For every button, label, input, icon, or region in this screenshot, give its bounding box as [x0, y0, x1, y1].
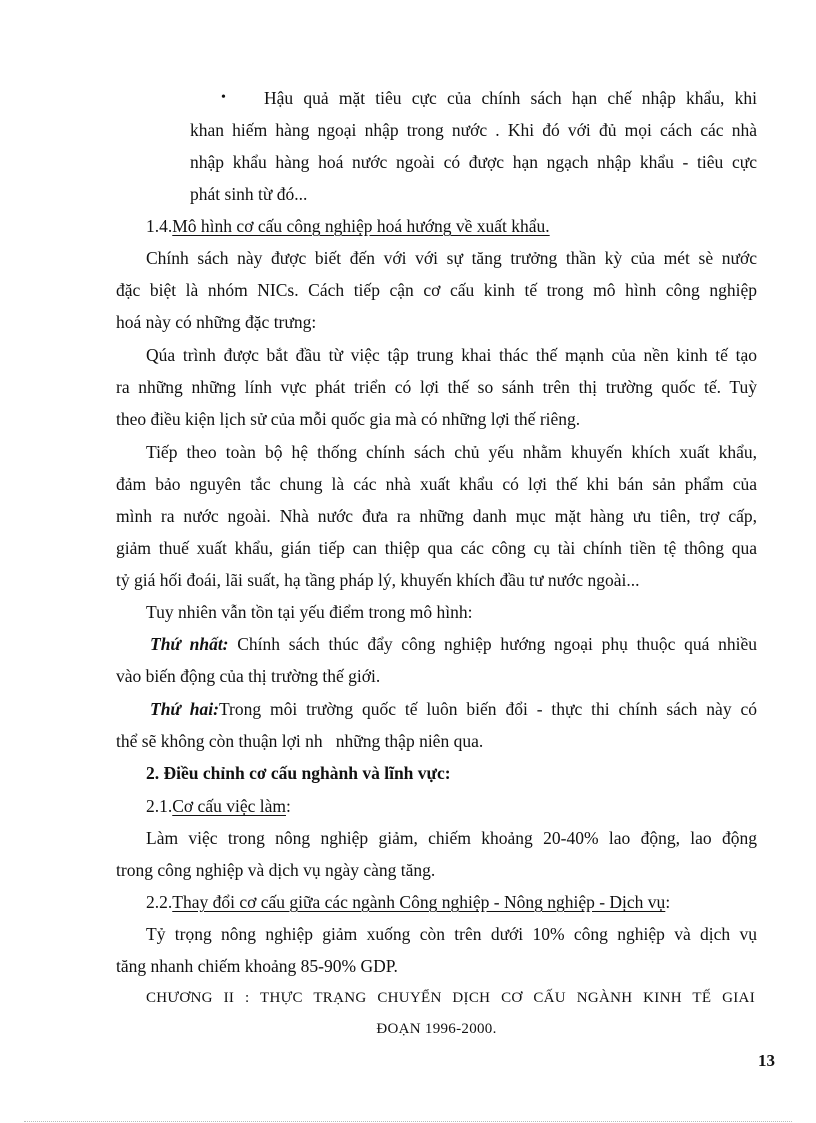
section-2-2-heading	[146, 890, 757, 914]
bullet-line-2: khan hiếm hàng ngoại nhập trong nước . Khi đó với đủ mọi cách các nhà	[190, 120, 757, 140]
first-point-text: Chính sách thúc đẩy công nghiệp hướng ngoại phụ thuộc quá nhiều	[228, 634, 757, 654]
para3-line-3: mình ra nước ngoài. Nhà nước đưa ra những danh mục mặt hàng ưu tiên, trợ cấp,	[116, 506, 757, 526]
first-point-line-2: vào biến động của thị trường thế giới.	[116, 666, 381, 686]
para4-line-1: Tuy nhiên vẫn tồn tại yếu điểm trong mô hình:	[146, 602, 473, 622]
page-bottom-divider	[24, 1121, 792, 1122]
para2-line-3: theo điều kiện lịch sử của mỗi quốc gia mà có những lợi thế riêng.	[116, 409, 581, 429]
second-point-line-2: thể sẽ không còn thuận lợi nh những thập niên qua.	[116, 731, 484, 751]
section-1-4-heading	[146, 214, 757, 238]
second-point-text: Trong môi trường quốc tế luôn biến đổi - thực thi chính sách này có	[218, 699, 757, 719]
second-point-label: Thứ hai:	[150, 699, 219, 719]
first-point-line-1	[150, 632, 757, 656]
para1-line-3: hoá này có những đặc trưng:	[116, 312, 317, 332]
section-number: 2.1.	[146, 796, 173, 816]
para3-line-1: Tiếp theo toàn bộ hệ thống chính sách chủ yếu nhằm khuyến khích xuất khẩu,	[146, 442, 757, 462]
para2-line-1: Qúa trình được bắt đầu từ việc tập trung khai thác thế mạnh của nền kinh tế tạo	[146, 345, 757, 365]
section-number: 2.2.	[146, 892, 173, 912]
section-title: Cơ cấu việc làm	[172, 796, 286, 816]
chapter-title-line-2: ĐOẠN 1996-2000.	[376, 1021, 497, 1037]
section-title: Mô hình cơ cấu công nghiệp hoá hướng về xuất khẩu.	[172, 216, 550, 236]
para3-line-4: giảm thuế xuất khẩu, gián tiếp can thiệp qua các công cụ tài chính tiền tệ thông qua	[116, 538, 757, 558]
section-2-1-heading	[146, 794, 757, 818]
page-number: 13	[758, 1051, 775, 1070]
section-suffix: :	[285, 796, 291, 816]
section-2-2-line-1: Tỷ trọng nông nghiệp giảm xuống còn trên dưới 10% công nghiệp và dịch vụ	[146, 924, 757, 944]
section-suffix: :	[665, 892, 671, 912]
para2-line-2: ra những những lính vực phát triển có lợi thế so sánh trên thị trường quốc tế. Tuỳ	[116, 377, 757, 397]
section-title: Thay đổi cơ cấu giữa các ngành Công nghiệp - Nông nghiệp - Dịch vụ	[172, 892, 666, 912]
section-number: 1.4.	[146, 216, 173, 236]
para1-line-2: đặc biệt là nhóm NICs. Cách tiếp cận cơ cấu kinh tế trong mô hình công nghiệp	[116, 280, 757, 300]
section-2-1-line-1: Làm việc trong nông nghiệp giảm, chiếm khoảng 20-40% lao động, lao động	[146, 828, 757, 848]
first-point-label: Thứ nhất:	[150, 634, 229, 654]
para1-line-1: Chính sách này được biết đến với với sự tăng trưởng thần kỳ của mét sè nước	[146, 248, 757, 268]
para3-line-2: đảm bảo nguyên tắc chung là các nhà xuất khẩu có lợi thế khi bán sản phẩm của	[116, 474, 757, 494]
bullet-point-icon: •	[221, 90, 226, 105]
section-2-heading: 2. Điều chỉnh cơ cấu nghành và lĩnh vực:	[146, 763, 451, 783]
second-point-line-1	[150, 697, 757, 721]
section-2-1-line-2: trong công nghiệp và dịch vụ ngày càng tăng.	[116, 860, 436, 880]
section-2-2-line-2: tăng nhanh chiếm khoảng 85-90% GDP.	[116, 956, 398, 976]
bullet-line-1: Hậu quả mặt tiêu cực của chính sách hạn chế nhập khẩu, khi	[264, 88, 757, 108]
bullet-line-4: phát sinh từ đó...	[190, 184, 308, 204]
para3-line-5: tỷ giá hối đoái, lãi suất, hạ tầng pháp lý, khuyến khích đầu tư nước ngoài...	[116, 570, 640, 590]
chapter-title-line-1: CHƯƠNG II : THỰC TRẠNG CHUYỂN DỊCH CƠ CẤU NGÀNH KINH TẾ GIAI	[146, 990, 755, 1006]
bullet-line-3: nhập khẩu hàng hoá nước ngoài có được hạn ngạch nhập khẩu - tiêu cực	[190, 152, 757, 172]
